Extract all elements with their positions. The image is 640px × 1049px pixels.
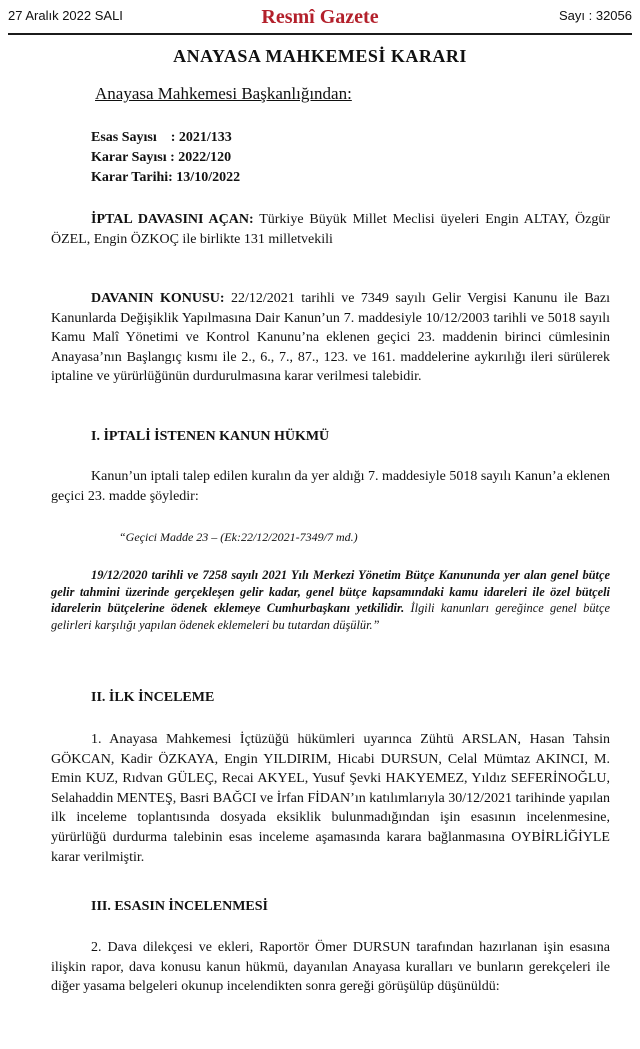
quote-heading: “Geçici Madde 23 – (Ek:22/12/2021-7349/7 md.)	[119, 530, 358, 544]
header-date: 27 Aralık 2022 SALI	[8, 8, 123, 23]
quoted-provision	[51, 567, 610, 633]
quote-rest-text: İlgili kanunları gereğince genel bütçe gelirleri karşılığı yapılan ödenek eklemeleri bu tutardan düşülür.”	[51, 601, 610, 632]
section-3-heading: III. ESASIN İNCELENMESİ	[91, 899, 269, 914]
konu-text: 22/12/2021 tarihli ve 7349 sayılı Gelir Vergisi Kanunu ile Bazı Kanunlarda Değişiklik Yapılmasına Dair Kanun’un 7. maddesiyle 10/12/2003 tarihli ve 5018 sayılı Kamu Malî Yönetimi ve Kontrol Kanunu’na eklenen geçici 23. maddenin birinci cümlesinin Anayasa’nın Başlangıç kısmı ile 2., 6., 7., 87., 123. ve 161. maddelerine aykırılığı ileri sürülerek iptaline ve yürürlüğünün durdurulmasına karar verilmesi talebidir.	[51, 291, 611, 385]
section-2-paragraph: 1. Anayasa Mahkemesi İçtüzüğü hükümleri uyarınca Zühtü ARSLAN, Hasan Tahsin GÖKCAN, Kadir ÖZKAYA, Engin YILDIRIM, Hicabi DURSUN, Celal Mümtaz AKINCI, M. Emin KUZ, Rıdvan GÜLEÇ, Recai AKYEL, Yusuf Şevki HAKYEMEZ, Yıldız SEFERİNOĞLU, Selahaddin MENTEŞ, Basri BAĞCI ve İrfan FİDAN’ın katılımlarıyla 30/12/2021 tarihinde yapılan ilk inceleme toplantısında dosyada eksiklik bulunmadığından işin esasının incelenmesine, yürürlüğü durdurma talebinin esas inceleme aşamasında karara bağlanmasına OYBİRLİĞİYLE karar verilmiştir.	[51, 732, 610, 865]
karar-date: Karar Tarihi: 13/10/2022	[91, 170, 241, 185]
section-3-paragraph: 2. Dava dilekçesi ve ekleri, Raportör Ömer DURSUN tarafından hazırlanan işin esasına ilişkin rapor, dava konusu kanun hükmü, dayanılan Anayasa kuralları ve bunların gerekçeleri ile diğer yasama belgeleri okunup incelendikten sonra gereği görüşülüp düşünüldü:	[51, 940, 610, 995]
header-divider	[8, 33, 632, 35]
section-2-heading: II. İLK İNCELEME	[91, 690, 215, 705]
iptal-text: Türkiye Büyük Millet Meclisi üyeleri Engin ALTAY, Özgür ÖZEL, Engin ÖZKOÇ ile birlikte 131 milletvekili	[51, 212, 610, 247]
case-metadata	[91, 128, 240, 188]
karar-number: Karar Sayısı : 2022/120	[91, 150, 232, 165]
document-subtitle: Anayasa Mahkemesi Başkanlığından:	[95, 84, 352, 103]
konu-paragraph	[51, 289, 610, 387]
iptal-label: İPTAL DAVASINI AÇAN:	[91, 212, 254, 227]
document-title: ANAYASA MAHKEMESİ KARARI	[173, 46, 467, 66]
section-1-paragraph: Kanun’un iptali talep edilen kuralın da yer aldığı 7. maddesiyle 5018 sayılı Kanun’a eklenen geçici 23. madde şöyledir:	[51, 469, 610, 504]
esas-number: Esas Sayısı : 2021/133	[91, 130, 232, 145]
section-1-heading: I. İPTALİ İSTENEN KANUN HÜKMÜ	[91, 429, 330, 444]
iptal-paragraph	[51, 210, 610, 249]
header-gazette-name: Resmî Gazete	[261, 6, 379, 28]
header-issue-number: Sayı : 32056	[559, 8, 632, 23]
konu-label: DAVANIN KONUSU:	[91, 291, 225, 306]
gazette-header	[8, 6, 632, 30]
quote-bold-text: 19/12/2020 tarihli ve 7258 sayılı 2021 Yılı Merkezi Yönetim Bütçe Kanununda yer alan genel bütçe gelir tahmini üzerinde gerçekleşen gelir kadar, genel bütçe kapsamındaki kamu idareleri ile özel bütçeli idarelerin bütçelerine ödenek eklemeye Cumhurbaşkanı yetkilidir.	[51, 568, 610, 616]
